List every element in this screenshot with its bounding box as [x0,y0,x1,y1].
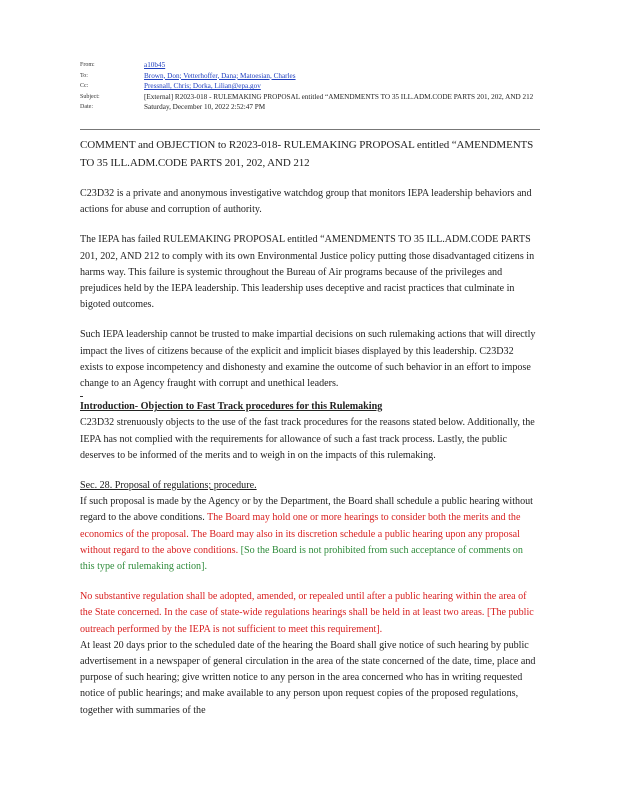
regulation-text-red: until after a public hearing within the area of the State concerned. In the case of state-wide regulations hearings shall be held in at least two areas. [The public outreach performed by the IEPA is not sufficient to meet this requirement]. [80,591,534,635]
section-text-red: The Board may hold one or more hearings to consider both the merits and the economics of the proposal. The Board may also in its discretion schedule a public hearing upon any proposal without regard to the above conditions. [80,512,521,556]
section-text-black: If such proposal is made by the Agency or by the Department, the Board shall schedule a public hearing without regard to the above conditions. [80,496,533,524]
from-label: From: [80,62,95,68]
document-title: COMMENT and OBJECTION to R2023-018- RULEMAKING PROPOSAL entitled “AMENDMENTS TO 35 ILL.ADM.CODE PARTS 201, 202, AND 212 [80,139,534,169]
section-text-green: [So the Board is not prohibited from such acceptance of comments on this type of rulemaking action]. [80,544,523,573]
subject-label: Subject: [80,93,100,100]
intro-heading: Introduction- Objection to Fast Track procedures for this Rulemaking [80,401,383,413]
regulation-text-red-lead: No substantive regulation shall be adopted, amended, or repealed [80,591,346,603]
to-row [80,71,540,82]
date-value: Saturday, December 10, 2022 2:52:47 PM [144,103,266,112]
letter-body [80,137,538,733]
failure-paragraph: The IEPA has failed RULEMAKING PROPOSAL entitled “AMENDMENTS TO 35 ILL.ADM.CODE PARTS 201, 202, AND 212 to comply with its own Environmental Justice policy putting those disadvantaged citizens in harms way. This failure is systemic throughout the Bureau of Air programs because of the privileges and prejudices held by the IEPA leadership. This leadership uses deceptive and racist practices that culminate in bigoted outcomes. [80,234,535,311]
regulation-paragraph [80,589,538,638]
from-row [80,60,540,71]
intro-paragraph: C23D32 is a private and anonymous investigative watchdog group that monitors IEPA leadership behaviors and actions for abuse and corruption of authority. [80,188,532,216]
to-label: To: [80,72,88,79]
cc-label: Cc: [80,83,89,90]
subject-value: [External] R2023-018 - RULEMAKING PROPOSAL entitled “AMENDMENTS TO 35 ILL.ADM.CODE PARTS 201, 202, AND 212 [144,92,534,101]
to-recipients[interactable]: Brown, Don; Vetterhoffer, Dana; Matoesian, Charles [144,71,296,80]
email-header [80,60,540,113]
from-link[interactable]: a10b45 [144,61,166,69]
subject-row [80,92,540,103]
objection-paragraph: C23D32 strenuously objects to the use of the fast track procedures for the reasons stated below. Additionally, the IEPA has not complied with the requirements for allowance of such a fast track process. Lastly, the public deserves to be informed of the merits and to weigh in on the impacts of this rulemaking. [80,417,535,461]
leadership-paragraph: Such IEPA leadership cannot be trusted to make impartial decisions on such rulemaking actions that will directly impact the lives of citizens because of the explicit and implicit biases displayed by this leadership. C23D32 exists to expose incompetency and dishonesty and examine the outcome of such behavior in an effort to impose change to an Agency fraught with corrupt and unethical leaders. [80,329,536,390]
section-heading: Sec. 28. Proposal of regulations; procedure. [80,480,257,492]
section-paragraph [80,494,538,575]
date-row [80,102,540,113]
cc-row [80,81,540,92]
notice-paragraph: At least 20 days prior to the scheduled date of the hearing the Board shall give notice of such hearing by public advertisement in a newspaper of general circulation in the area of the state concerned of the date, time, place and purpose of such hearing; give written notice to any person in the area concerned who has in writing requested notice of public hearings; and make available to any person upon request copies of the proposed regulations, together with summaries of the [80,639,536,716]
header-divider [80,129,540,130]
date-label: Date: [80,104,93,111]
cc-recipients[interactable]: Pressnall, Chris; Dorka, Lilian@epa.gov [144,82,261,91]
